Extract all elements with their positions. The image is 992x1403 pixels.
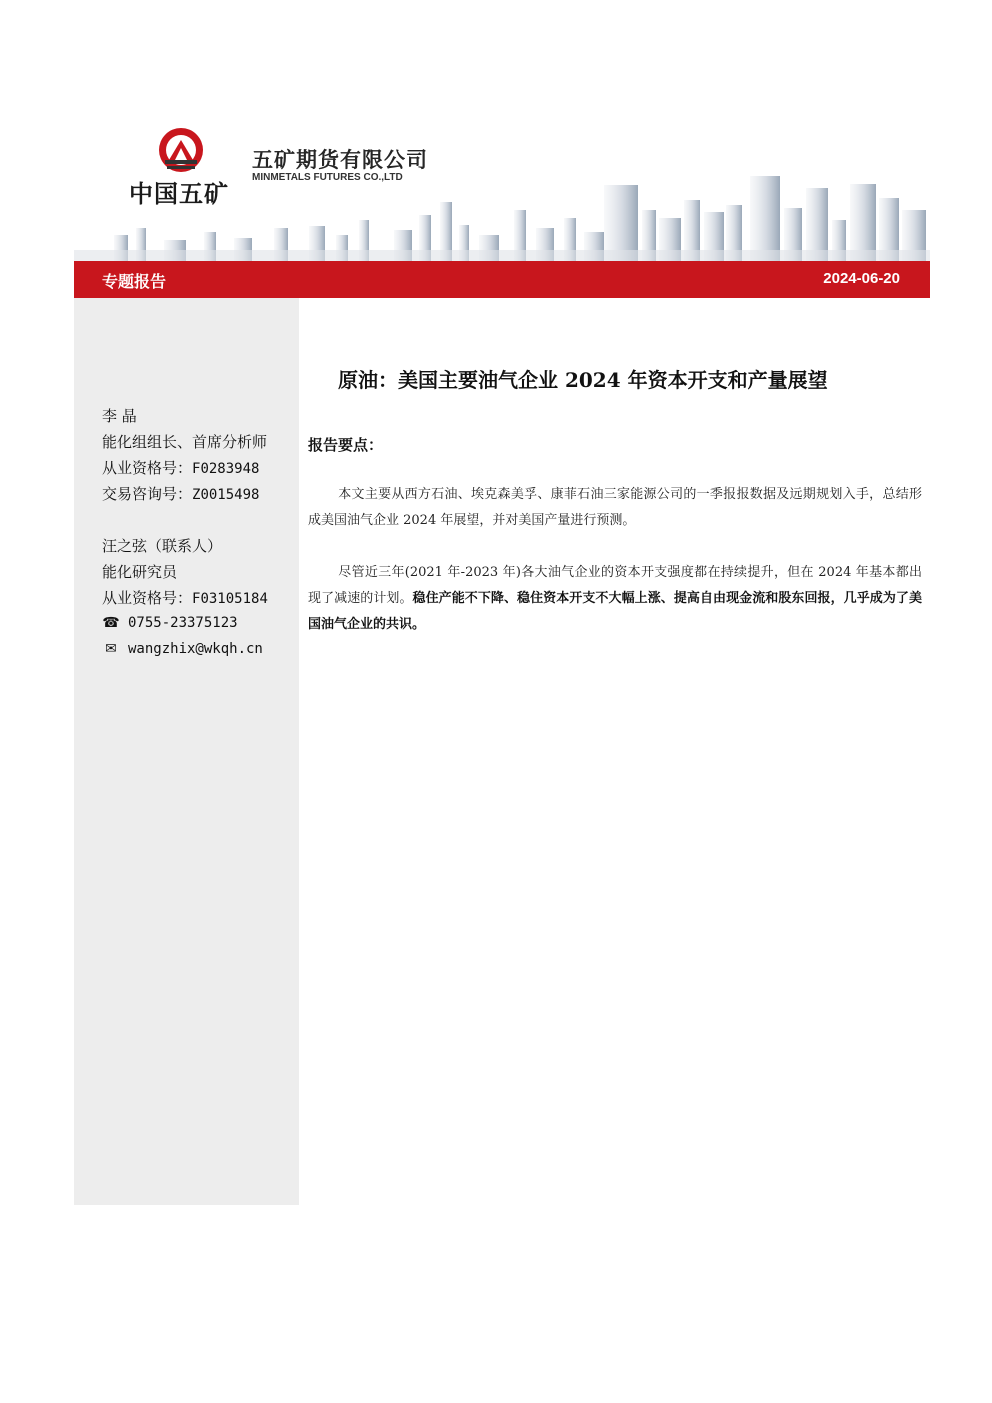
summary-paragraph-2	[308, 560, 922, 638]
qualification-label: 从业资格号：	[102, 589, 193, 607]
summary-paragraph-1	[308, 482, 922, 534]
phone-number: 0755-23375123	[128, 615, 238, 631]
paragraph-2-highlight: 稳住产能不下降、稳住资本开支不大幅上涨、提高自由现金流和股东回报，几乎成为了美国油气企业的共识。	[308, 591, 922, 632]
qualification-label: 从业资格号：	[102, 459, 193, 477]
author-1-consulting	[102, 483, 259, 504]
author-2-email[interactable]	[102, 639, 263, 657]
phone-icon: ☎	[102, 615, 120, 631]
report-date: 2024-06-20	[823, 270, 900, 287]
company-name-en: MINMETALS FUTURES CO.,LTD	[252, 172, 403, 183]
envelope-icon: ✉	[105, 641, 117, 657]
author-sidebar	[74, 298, 299, 1205]
key-points-heading: 报告要点：	[308, 436, 384, 454]
qualification-number: F0283948	[192, 461, 260, 477]
qualification-number: F03105184	[192, 591, 268, 607]
author-2-qualification	[102, 587, 268, 608]
minmetals-emblem-icon	[156, 126, 206, 178]
company-name-cn: 五矿期货有限公司	[252, 148, 428, 172]
logo-text: 中国五矿	[129, 180, 229, 208]
consulting-number: Z0015498	[192, 487, 260, 503]
paragraph-2-text: 尽管近三年(2021 年-2023 年)各大油气企业的资本开支强度都在持续提升，但在 2024 年基本都出现了减速的计划。	[308, 565, 922, 606]
author-1-title: 能化组组长、首席分析师	[102, 433, 268, 451]
report-banner	[74, 261, 930, 298]
author-2-name: 汪之弦（联系人）	[102, 537, 223, 555]
report-title: 原油：美国主要油气企业 2024 年资本开支和产量展望	[338, 368, 828, 392]
author-2-title: 能化研究员	[102, 563, 178, 581]
author-1-name: 李 晶	[102, 407, 137, 425]
paragraph-1-text: 本文主要从西方石油、埃克森美孚、康菲石油三家能源公司的一季报报数据及远期规划入手，总结形成美国油气企业 2024 年展望，并对美国产量进行预测。	[308, 487, 922, 528]
consulting-label: 交易咨询号：	[102, 485, 193, 503]
author-1-qualification	[102, 457, 259, 478]
report-type: 专题报告	[102, 272, 167, 291]
author-2-phone	[102, 613, 238, 631]
email-address[interactable]: wangzhix@wkqh.cn	[128, 641, 263, 657]
